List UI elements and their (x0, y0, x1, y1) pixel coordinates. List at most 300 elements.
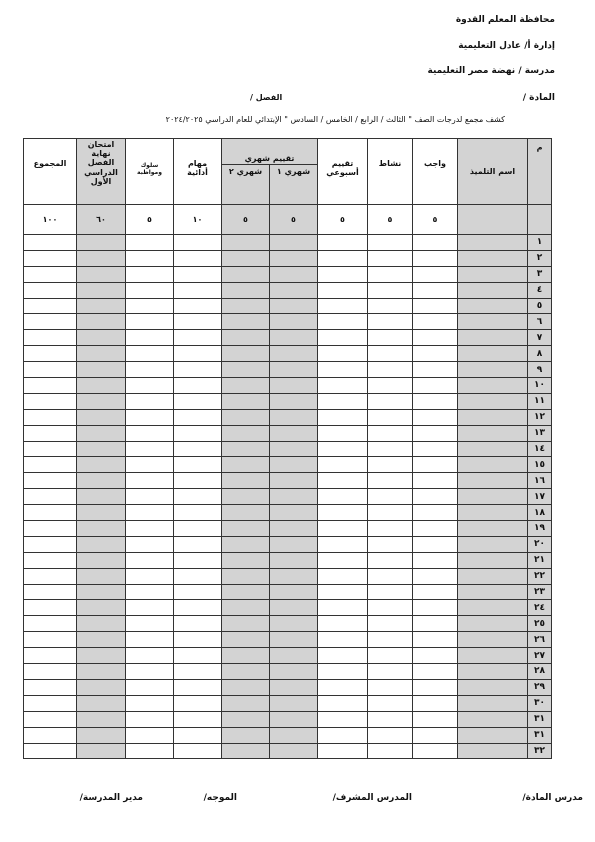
cell-month2[interactable] (222, 552, 270, 568)
cell-total[interactable] (24, 505, 77, 521)
cell-tasks[interactable] (174, 282, 222, 298)
cell-tasks[interactable] (174, 489, 222, 505)
cell-activity[interactable] (368, 378, 413, 394)
cell-student[interactable] (458, 362, 528, 378)
cell-homework[interactable] (413, 664, 458, 680)
cell-student[interactable] (458, 441, 528, 457)
cell-weekly[interactable] (318, 473, 368, 489)
cell-exam[interactable] (77, 727, 126, 743)
cell-month1[interactable] (270, 711, 318, 727)
cell-tasks[interactable] (174, 330, 222, 346)
cell-student[interactable] (458, 282, 528, 298)
cell-behavior[interactable] (126, 584, 174, 600)
cell-behavior[interactable] (126, 473, 174, 489)
cell-homework[interactable] (413, 298, 458, 314)
cell-activity[interactable] (368, 600, 413, 616)
cell-tasks[interactable] (174, 441, 222, 457)
cell-student[interactable] (458, 600, 528, 616)
cell-total[interactable] (24, 330, 77, 346)
cell-tasks[interactable] (174, 409, 222, 425)
cell-homework[interactable] (413, 568, 458, 584)
cell-total[interactable] (24, 282, 77, 298)
cell-activity[interactable] (368, 250, 413, 266)
cell-activity[interactable] (368, 489, 413, 505)
cell-total[interactable] (24, 616, 77, 632)
cell-month2[interactable] (222, 600, 270, 616)
cell-exam[interactable] (77, 393, 126, 409)
cell-total[interactable] (24, 521, 77, 537)
cell-month1[interactable] (270, 457, 318, 473)
cell-total[interactable] (24, 362, 77, 378)
cell-homework[interactable] (413, 266, 458, 282)
cell-student[interactable] (458, 727, 528, 743)
cell-exam[interactable] (77, 632, 126, 648)
cell-month2[interactable] (222, 409, 270, 425)
cell-behavior[interactable] (126, 695, 174, 711)
cell-student[interactable] (458, 409, 528, 425)
cell-tasks[interactable] (174, 393, 222, 409)
cell-exam[interactable] (77, 473, 126, 489)
cell-activity[interactable] (368, 393, 413, 409)
cell-tasks[interactable] (174, 616, 222, 632)
cell-activity[interactable] (368, 425, 413, 441)
cell-month2[interactable] (222, 489, 270, 505)
cell-behavior[interactable] (126, 457, 174, 473)
cell-exam[interactable] (77, 282, 126, 298)
cell-homework[interactable] (413, 489, 458, 505)
cell-tasks[interactable] (174, 536, 222, 552)
cell-behavior[interactable] (126, 393, 174, 409)
cell-weekly[interactable] (318, 600, 368, 616)
cell-behavior[interactable] (126, 441, 174, 457)
cell-exam[interactable] (77, 584, 126, 600)
cell-total[interactable] (24, 441, 77, 457)
cell-exam[interactable] (77, 552, 126, 568)
cell-homework[interactable] (413, 552, 458, 568)
cell-behavior[interactable] (126, 679, 174, 695)
cell-homework[interactable] (413, 600, 458, 616)
cell-student[interactable] (458, 505, 528, 521)
cell-homework[interactable] (413, 393, 458, 409)
cell-total[interactable] (24, 457, 77, 473)
cell-weekly[interactable] (318, 679, 368, 695)
cell-homework[interactable] (413, 743, 458, 759)
cell-student[interactable] (458, 552, 528, 568)
cell-activity[interactable] (368, 266, 413, 282)
cell-month1[interactable] (270, 425, 318, 441)
cell-month2[interactable] (222, 441, 270, 457)
cell-weekly[interactable] (318, 298, 368, 314)
cell-total[interactable] (24, 727, 77, 743)
cell-student[interactable] (458, 695, 528, 711)
cell-homework[interactable] (413, 536, 458, 552)
cell-exam[interactable] (77, 362, 126, 378)
cell-tasks[interactable] (174, 235, 222, 251)
cell-student[interactable] (458, 679, 528, 695)
cell-tasks[interactable] (174, 521, 222, 537)
cell-exam[interactable] (77, 457, 126, 473)
cell-tasks[interactable] (174, 378, 222, 394)
cell-student[interactable] (458, 536, 528, 552)
cell-exam[interactable] (77, 521, 126, 537)
cell-tasks[interactable] (174, 711, 222, 727)
cell-tasks[interactable] (174, 425, 222, 441)
cell-month1[interactable] (270, 552, 318, 568)
cell-month2[interactable] (222, 393, 270, 409)
cell-total[interactable] (24, 552, 77, 568)
cell-month1[interactable] (270, 330, 318, 346)
cell-month1[interactable] (270, 409, 318, 425)
cell-homework[interactable] (413, 711, 458, 727)
cell-tasks[interactable] (174, 664, 222, 680)
cell-student[interactable] (458, 473, 528, 489)
cell-behavior[interactable] (126, 616, 174, 632)
cell-month2[interactable] (222, 632, 270, 648)
cell-exam[interactable] (77, 600, 126, 616)
cell-behavior[interactable] (126, 298, 174, 314)
cell-homework[interactable] (413, 441, 458, 457)
cell-behavior[interactable] (126, 648, 174, 664)
cell-activity[interactable] (368, 632, 413, 648)
cell-weekly[interactable] (318, 362, 368, 378)
cell-total[interactable] (24, 743, 77, 759)
cell-tasks[interactable] (174, 346, 222, 362)
cell-tasks[interactable] (174, 250, 222, 266)
cell-weekly[interactable] (318, 648, 368, 664)
cell-month1[interactable] (270, 584, 318, 600)
cell-month1[interactable] (270, 679, 318, 695)
cell-student[interactable] (458, 743, 528, 759)
cell-weekly[interactable] (318, 584, 368, 600)
cell-month1[interactable] (270, 664, 318, 680)
cell-weekly[interactable] (318, 711, 368, 727)
cell-student[interactable] (458, 616, 528, 632)
cell-month1[interactable] (270, 362, 318, 378)
cell-homework[interactable] (413, 409, 458, 425)
cell-month2[interactable] (222, 314, 270, 330)
cell-month2[interactable] (222, 282, 270, 298)
cell-student[interactable] (458, 425, 528, 441)
cell-tasks[interactable] (174, 648, 222, 664)
cell-weekly[interactable] (318, 330, 368, 346)
cell-month2[interactable] (222, 648, 270, 664)
cell-behavior[interactable] (126, 600, 174, 616)
cell-total[interactable] (24, 600, 77, 616)
cell-homework[interactable] (413, 505, 458, 521)
cell-student[interactable] (458, 664, 528, 680)
cell-total[interactable] (24, 298, 77, 314)
cell-total[interactable] (24, 489, 77, 505)
cell-weekly[interactable] (318, 521, 368, 537)
cell-month1[interactable] (270, 235, 318, 251)
cell-student[interactable] (458, 250, 528, 266)
cell-month2[interactable] (222, 298, 270, 314)
cell-month2[interactable] (222, 679, 270, 695)
cell-weekly[interactable] (318, 664, 368, 680)
cell-homework[interactable] (413, 616, 458, 632)
cell-weekly[interactable] (318, 505, 368, 521)
cell-month2[interactable] (222, 616, 270, 632)
cell-total[interactable] (24, 346, 77, 362)
cell-homework[interactable] (413, 727, 458, 743)
cell-total[interactable] (24, 235, 77, 251)
cell-student[interactable] (458, 393, 528, 409)
cell-month1[interactable] (270, 743, 318, 759)
cell-month1[interactable] (270, 536, 318, 552)
cell-student[interactable] (458, 711, 528, 727)
cell-behavior[interactable] (126, 250, 174, 266)
cell-exam[interactable] (77, 346, 126, 362)
cell-exam[interactable] (77, 266, 126, 282)
cell-tasks[interactable] (174, 266, 222, 282)
cell-homework[interactable] (413, 346, 458, 362)
cell-behavior[interactable] (126, 378, 174, 394)
cell-month1[interactable] (270, 695, 318, 711)
cell-month1[interactable] (270, 441, 318, 457)
cell-tasks[interactable] (174, 679, 222, 695)
cell-month1[interactable] (270, 568, 318, 584)
cell-exam[interactable] (77, 489, 126, 505)
cell-activity[interactable] (368, 521, 413, 537)
cell-total[interactable] (24, 314, 77, 330)
cell-exam[interactable] (77, 425, 126, 441)
cell-weekly[interactable] (318, 632, 368, 648)
cell-student[interactable] (458, 346, 528, 362)
cell-tasks[interactable] (174, 362, 222, 378)
cell-exam[interactable] (77, 441, 126, 457)
cell-tasks[interactable] (174, 568, 222, 584)
cell-student[interactable] (458, 632, 528, 648)
cell-month1[interactable] (270, 298, 318, 314)
cell-total[interactable] (24, 409, 77, 425)
cell-activity[interactable] (368, 536, 413, 552)
cell-weekly[interactable] (318, 568, 368, 584)
cell-month2[interactable] (222, 250, 270, 266)
cell-total[interactable] (24, 378, 77, 394)
cell-exam[interactable] (77, 695, 126, 711)
cell-student[interactable] (458, 457, 528, 473)
cell-behavior[interactable] (126, 664, 174, 680)
cell-total[interactable] (24, 664, 77, 680)
cell-month2[interactable] (222, 584, 270, 600)
cell-exam[interactable] (77, 378, 126, 394)
cell-month1[interactable] (270, 600, 318, 616)
cell-activity[interactable] (368, 695, 413, 711)
cell-weekly[interactable] (318, 425, 368, 441)
cell-homework[interactable] (413, 250, 458, 266)
cell-total[interactable] (24, 584, 77, 600)
cell-activity[interactable] (368, 330, 413, 346)
cell-total[interactable] (24, 250, 77, 266)
cell-behavior[interactable] (126, 362, 174, 378)
cell-month2[interactable] (222, 346, 270, 362)
cell-behavior[interactable] (126, 330, 174, 346)
cell-student[interactable] (458, 298, 528, 314)
cell-weekly[interactable] (318, 282, 368, 298)
cell-tasks[interactable] (174, 727, 222, 743)
cell-exam[interactable] (77, 235, 126, 251)
cell-activity[interactable] (368, 552, 413, 568)
cell-total[interactable] (24, 425, 77, 441)
cell-behavior[interactable] (126, 409, 174, 425)
cell-month2[interactable] (222, 425, 270, 441)
cell-student[interactable] (458, 266, 528, 282)
cell-weekly[interactable] (318, 743, 368, 759)
cell-month2[interactable] (222, 743, 270, 759)
cell-activity[interactable] (368, 298, 413, 314)
cell-month1[interactable] (270, 346, 318, 362)
cell-behavior[interactable] (126, 632, 174, 648)
cell-behavior[interactable] (126, 266, 174, 282)
cell-activity[interactable] (368, 457, 413, 473)
cell-student[interactable] (458, 521, 528, 537)
cell-homework[interactable] (413, 584, 458, 600)
cell-month1[interactable] (270, 378, 318, 394)
cell-month1[interactable] (270, 489, 318, 505)
cell-behavior[interactable] (126, 568, 174, 584)
cell-exam[interactable] (77, 298, 126, 314)
cell-month2[interactable] (222, 727, 270, 743)
cell-month2[interactable] (222, 664, 270, 680)
cell-homework[interactable] (413, 457, 458, 473)
cell-tasks[interactable] (174, 505, 222, 521)
cell-homework[interactable] (413, 235, 458, 251)
cell-tasks[interactable] (174, 298, 222, 314)
cell-homework[interactable] (413, 648, 458, 664)
cell-total[interactable] (24, 711, 77, 727)
cell-month2[interactable] (222, 330, 270, 346)
cell-exam[interactable] (77, 330, 126, 346)
cell-month2[interactable] (222, 362, 270, 378)
cell-tasks[interactable] (174, 632, 222, 648)
cell-total[interactable] (24, 632, 77, 648)
cell-student[interactable] (458, 378, 528, 394)
cell-exam[interactable] (77, 536, 126, 552)
cell-tasks[interactable] (174, 600, 222, 616)
cell-activity[interactable] (368, 362, 413, 378)
cell-exam[interactable] (77, 409, 126, 425)
cell-weekly[interactable] (318, 393, 368, 409)
cell-month2[interactable] (222, 378, 270, 394)
cell-month2[interactable] (222, 711, 270, 727)
cell-student[interactable] (458, 568, 528, 584)
cell-weekly[interactable] (318, 441, 368, 457)
cell-behavior[interactable] (126, 521, 174, 537)
cell-behavior[interactable] (126, 743, 174, 759)
cell-weekly[interactable] (318, 266, 368, 282)
cell-exam[interactable] (77, 679, 126, 695)
cell-behavior[interactable] (126, 489, 174, 505)
cell-month1[interactable] (270, 521, 318, 537)
cell-behavior[interactable] (126, 536, 174, 552)
cell-behavior[interactable] (126, 505, 174, 521)
cell-homework[interactable] (413, 362, 458, 378)
cell-month1[interactable] (270, 393, 318, 409)
cell-weekly[interactable] (318, 695, 368, 711)
cell-month1[interactable] (270, 616, 318, 632)
cell-month2[interactable] (222, 695, 270, 711)
cell-tasks[interactable] (174, 584, 222, 600)
cell-total[interactable] (24, 679, 77, 695)
cell-activity[interactable] (368, 314, 413, 330)
cell-month1[interactable] (270, 250, 318, 266)
cell-activity[interactable] (368, 346, 413, 362)
cell-month1[interactable] (270, 648, 318, 664)
cell-homework[interactable] (413, 695, 458, 711)
cell-exam[interactable] (77, 664, 126, 680)
cell-exam[interactable] (77, 568, 126, 584)
cell-weekly[interactable] (318, 727, 368, 743)
cell-activity[interactable] (368, 409, 413, 425)
cell-total[interactable] (24, 568, 77, 584)
cell-activity[interactable] (368, 441, 413, 457)
cell-month2[interactable] (222, 521, 270, 537)
cell-exam[interactable] (77, 250, 126, 266)
cell-tasks[interactable] (174, 552, 222, 568)
cell-behavior[interactable] (126, 282, 174, 298)
cell-month2[interactable] (222, 505, 270, 521)
cell-activity[interactable] (368, 505, 413, 521)
cell-month1[interactable] (270, 632, 318, 648)
cell-total[interactable] (24, 393, 77, 409)
cell-activity[interactable] (368, 664, 413, 680)
cell-student[interactable] (458, 330, 528, 346)
cell-month1[interactable] (270, 505, 318, 521)
cell-exam[interactable] (77, 314, 126, 330)
cell-tasks[interactable] (174, 457, 222, 473)
cell-weekly[interactable] (318, 250, 368, 266)
cell-homework[interactable] (413, 378, 458, 394)
cell-exam[interactable] (77, 743, 126, 759)
cell-activity[interactable] (368, 616, 413, 632)
cell-weekly[interactable] (318, 235, 368, 251)
cell-activity[interactable] (368, 584, 413, 600)
cell-activity[interactable] (368, 727, 413, 743)
cell-behavior[interactable] (126, 552, 174, 568)
cell-activity[interactable] (368, 743, 413, 759)
cell-month1[interactable] (270, 473, 318, 489)
cell-weekly[interactable] (318, 489, 368, 505)
cell-weekly[interactable] (318, 314, 368, 330)
cell-total[interactable] (24, 648, 77, 664)
cell-weekly[interactable] (318, 552, 368, 568)
cell-student[interactable] (458, 235, 528, 251)
cell-activity[interactable] (368, 648, 413, 664)
cell-activity[interactable] (368, 235, 413, 251)
cell-month2[interactable] (222, 266, 270, 282)
cell-month2[interactable] (222, 473, 270, 489)
cell-student[interactable] (458, 648, 528, 664)
cell-total[interactable] (24, 536, 77, 552)
cell-tasks[interactable] (174, 473, 222, 489)
cell-student[interactable] (458, 314, 528, 330)
cell-tasks[interactable] (174, 695, 222, 711)
cell-behavior[interactable] (126, 711, 174, 727)
cell-homework[interactable] (413, 314, 458, 330)
cell-activity[interactable] (368, 679, 413, 695)
cell-exam[interactable] (77, 648, 126, 664)
cell-homework[interactable] (413, 282, 458, 298)
cell-total[interactable] (24, 695, 77, 711)
cell-behavior[interactable] (126, 727, 174, 743)
cell-homework[interactable] (413, 330, 458, 346)
cell-homework[interactable] (413, 425, 458, 441)
cell-behavior[interactable] (126, 235, 174, 251)
cell-activity[interactable] (368, 473, 413, 489)
cell-exam[interactable] (77, 616, 126, 632)
cell-homework[interactable] (413, 521, 458, 537)
cell-weekly[interactable] (318, 616, 368, 632)
